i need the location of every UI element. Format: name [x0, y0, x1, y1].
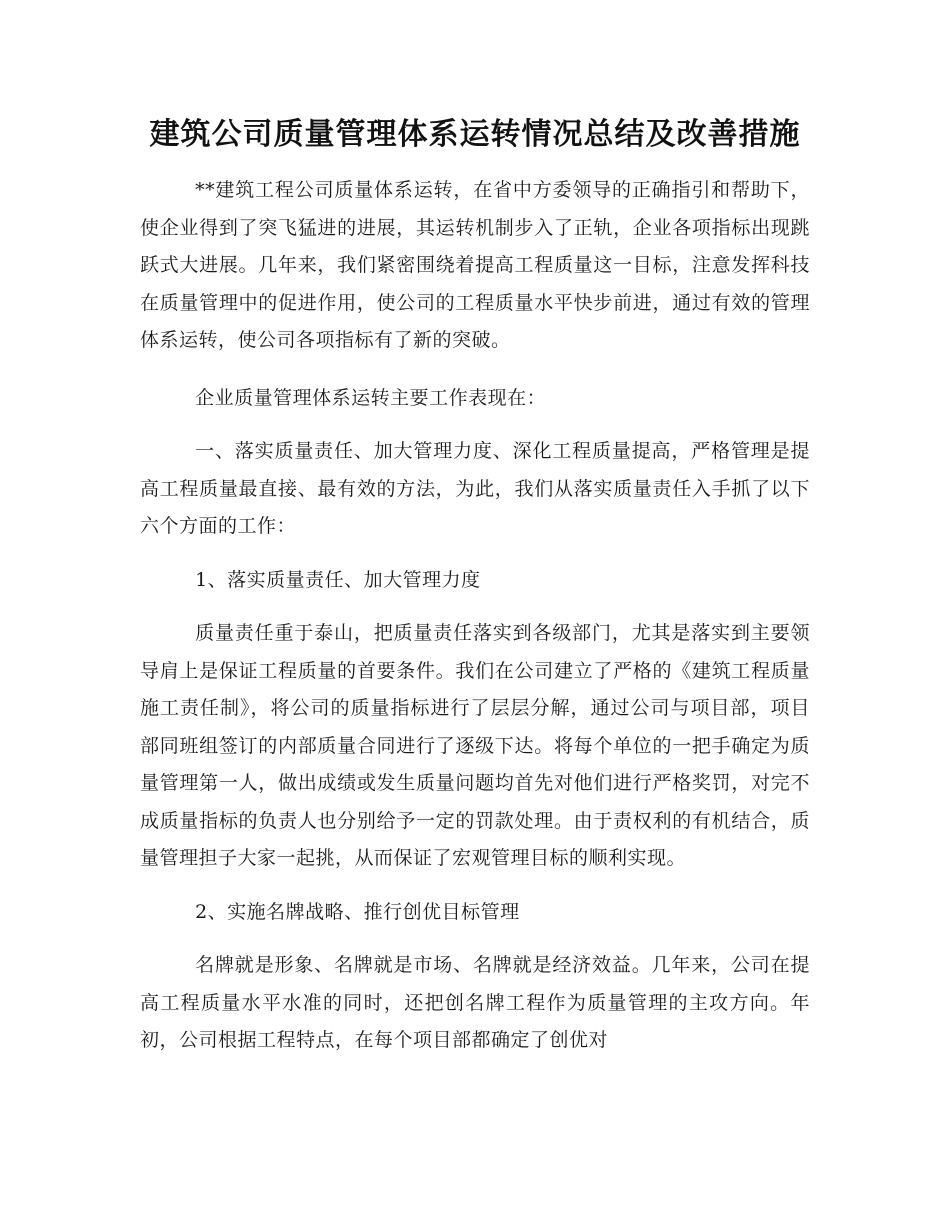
subsection-two-heading: 2、实施名牌战略、推行创优目标管理: [195, 900, 520, 923]
section-one-paragraph: 一、落实质量责任、加大管理力度、深化工程质量提高，严格管理是提高工程质量最直接、最有效的方法，为此，我们从落实质量责任入手抓了以下六个方面的工作：: [140, 440, 810, 537]
subsection-two-paragraph: 名牌就是形象、名牌就是市场、名牌就是经济效益。几年来，公司在提高工程质量水平水准的同时，还把创名牌工程作为质量管理的主攻方向。年初，公司根据工程特点，在每个项目部都确定了创优对: [140, 954, 810, 1051]
intro-paragraph: **建筑工程公司质量体系运转，在省中方委领导的正确指引和帮助下，使企业得到了突飞猛进的进展，其运转机制步入了正轨，企业各项指标出现跳跃式大进展。几年来，我们紧密围绕着提高工程质量这一目标，注意发挥科技在质量管理中的促进作用，使公司的工程质量水平快步前进，通过有效的管理体系运转，使公司各项指标有了新的突破。: [140, 179, 810, 351]
document-title: 建筑公司质量管理体系运转情况总结及改善措施: [149, 117, 801, 152]
subsection-one-paragraph: 质量责任重于泰山，把质量责任落实到各级部门，尤其是落实到主要领导肩上是保证工程质量的首要条件。我们在公司建立了严格的《建筑工程质量施工责任制》，将公司的质量指标进行了层层分解，通过公司与项目部，项目部同班组签订的内部质量合同进行了逐级下达。将每个单位的一把手确定为质量管理第一人，做出成绩或发生质量问题均首先对他们进行严格奖罚，对完不成质量指标的负责人也分别给予一定的罚款处理。由于责权利的有机结合，质量管理担子大家一起挑，从而保证了宏观管理目标的顺利实现。: [140, 622, 810, 869]
summary-lead-paragraph: 企业质量管理体系运转主要工作表现在：: [195, 386, 547, 409]
subsection-one-heading: 1、落实质量责任、加大管理力度: [195, 568, 481, 591]
